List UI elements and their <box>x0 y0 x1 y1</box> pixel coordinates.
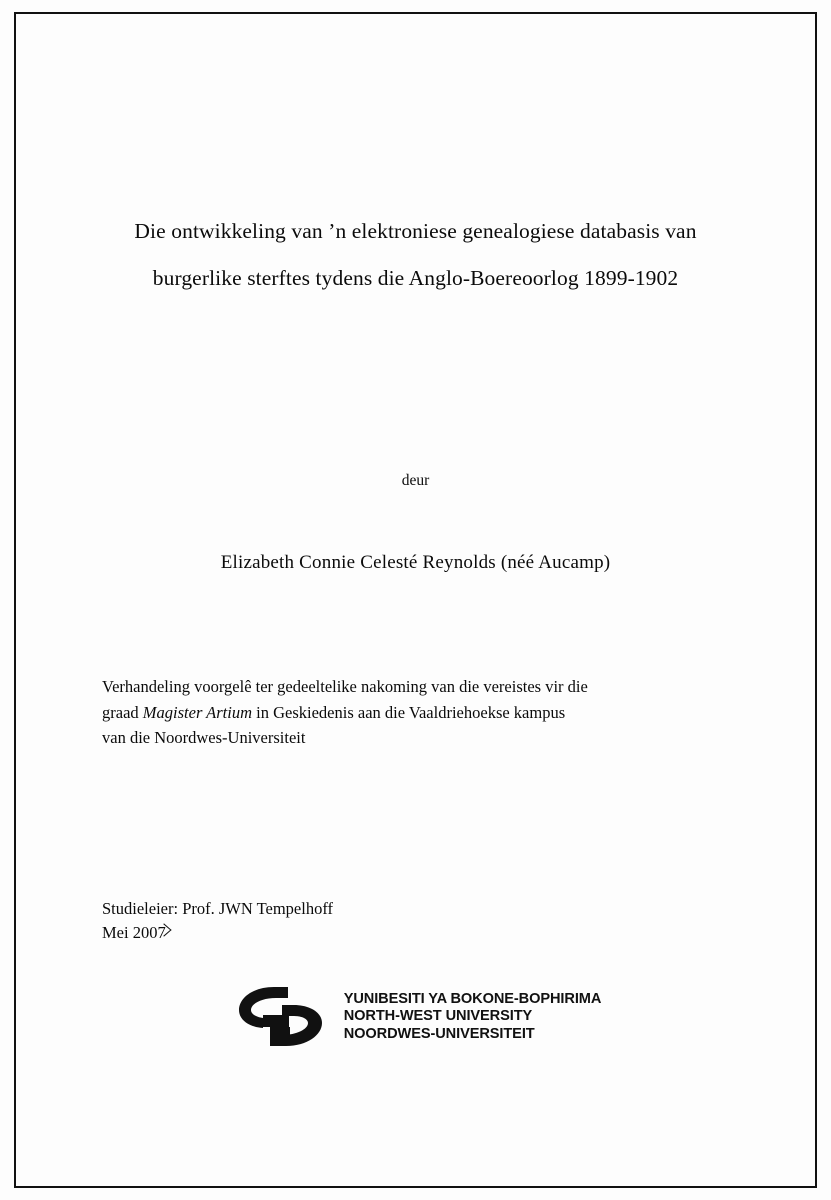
page-title <box>102 208 729 302</box>
title-line-1: Die ontwikkeling van ’n elektroniese genealogiese databasis van <box>134 219 697 243</box>
logo-text-line-1: YUNIBESITI YA BOKONE-BOPHIRIMA <box>343 990 602 1007</box>
degree-statement-line-1: Verhandeling voorgelê ter gedeeltelike nakoming van die vereistes vir die <box>102 677 588 696</box>
degree-statement-line-2-pre: graad <box>102 702 143 722</box>
logo-text-line-2: NORTH-WEST UNIVERSITY <box>343 1008 533 1025</box>
degree-statement-line-2 <box>102 700 729 726</box>
supervisor-line: Studieleier: Prof. JWN Tempelhoff <box>102 898 334 918</box>
supervisor-block <box>102 897 729 945</box>
logo-text <box>344 990 602 1044</box>
title-line-2: burgerlike sterftes tydens die Anglo-Boereoorlog 1899-1902 <box>152 266 679 290</box>
degree-statement <box>102 674 729 751</box>
university-logo <box>102 981 729 1053</box>
date-line <box>102 921 166 945</box>
degree-statement-line-3: van die Noordwes-Universiteit <box>102 728 306 747</box>
by-label: deur <box>401 472 430 489</box>
page-content <box>14 12 817 1188</box>
degree-statement-line-2-post: in Geskiedenis aan die Vaaldriehoekse kampus <box>252 702 566 722</box>
date-text: Mei 2007 <box>102 922 166 942</box>
logo-text-line-3: NOORDWES-UNIVERSITEIT <box>343 1025 535 1042</box>
degree-name: Magister Artium <box>142 702 253 722</box>
author-name: Elizabeth Connie Celesté Reynolds (néé Aucamp) <box>220 552 611 573</box>
nwu-logo-icon <box>230 981 335 1053</box>
